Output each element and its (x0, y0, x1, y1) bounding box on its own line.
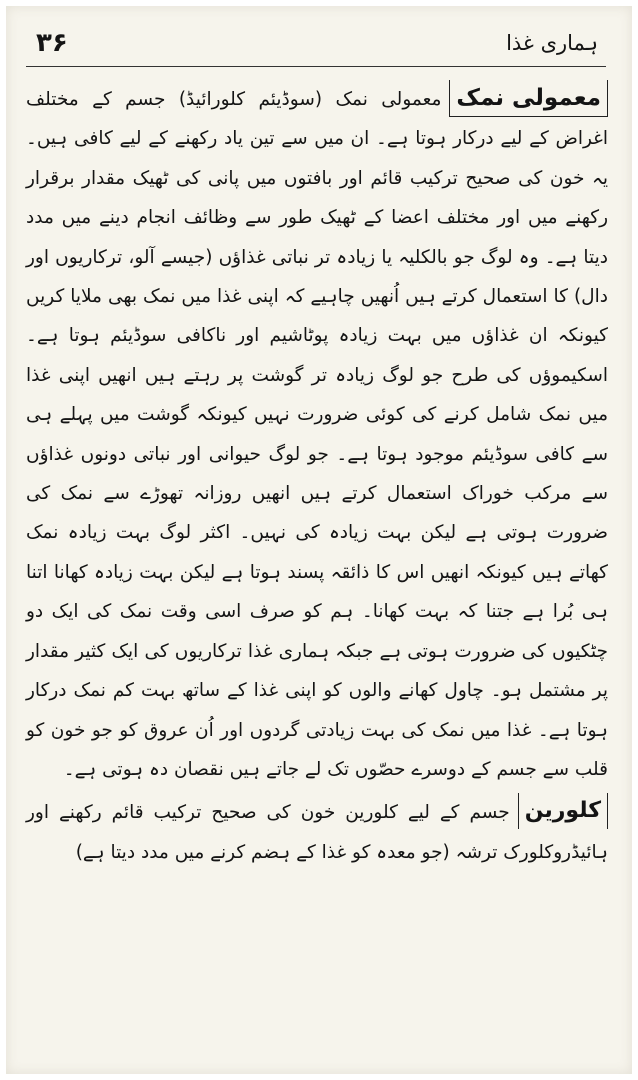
section-text-chlorine: جسم کے لیے کلورین خون کی صحیح ترکیب قائم رکھنے اور ہائیڈروکلورک ترشہ (جو معدہ کو غذا کے ہضم کرنے میں مدد دیتا ہے) (26, 802, 608, 863)
header-divider (26, 66, 606, 67)
section-heading-chlorine: کلورین (518, 793, 608, 829)
section-text-salt: معمولی نمک (سوڈیئم کلورائیڈ) جسم کے مختلف اغراض کے لیے درکار ہوتا ہے۔ ان میں سے تین یاد رکھنے کے لیے کافی ہیں۔ یہ خون کی صحیح ترکیب قائم اور بافتوں میں پانی کی ٹھیک مقدار برقرار رکھنے میں اور مختلف اعضا کے ٹھیک طور سے وظائف انجام دینے میں مدد دیتا ہے۔ وہ لوگ جو بالکلیہ یا زیادہ تر نباتی غذاؤں (جیسے آلو، ترکاریوں اور دال) کا استعمال کرتے ہیں اُنھیں چاہیے کہ اپنی غذا میں نمک بھی ملایا کریں کیونکہ ان غذاؤں میں بہت زیادہ پوٹاشیم اور ناکافی سوڈیئم ہوتا ہے۔ اسکیموؤں کی طرح جو لوگ زیادہ تر گوشت پر رہتے ہیں انھیں اپنی غذا میں نمک شامل کرنے کی کوئی ضرورت نہیں کیونکہ گوشت میں پہلے ہی سے کافی سوڈیئم موجود ہوتا ہے۔ جو لوگ حیوانی اور نباتی دونوں غذاؤں سے مرکب خوراک استعمال کرتے ہیں انھیں روزانہ تھوڑے سے نمک کی ضرورت ہوتی ہے لیکن بہت زیادہ کی نہیں۔ اکثر لوگ بہت زیادہ نمک کھاتے ہیں کیونکہ انھیں اس کا ذائقہ پسند ہوتا ہے لیکن بہت زیادہ کھانا اتنا ہی بُرا ہے جتنا کہ بہت کھانا۔ ہم کو صرف اسی وقت نمک کی ایک دو چٹکیوں کی ضرورت ہوتی ہے جبکہ ہماری غذا ترکاریوں کی ایک کثیر مقدار پر مشتمل ہو۔ چاول کھانے والوں کو اپنی غذا کے ساتھ بہت کم نمک درکار ہوتا ہے۔ غذا میں نمک کی بہت زیادتی گردوں اور اُن عروق کو جو خون کو قلب سے جسم کے دوسرے حصّوں تک لے جاتے ہیں نقصان دہ ہوتی ہے۔ (26, 89, 608, 780)
section-heading-salt: معمولی نمک (449, 80, 608, 117)
page-number: ۳۶ (36, 28, 68, 58)
page-body (26, 80, 608, 872)
book-page (6, 6, 632, 1074)
running-header: ہماری غذا (506, 31, 598, 55)
section-chlorine (26, 793, 608, 872)
section-salt (26, 80, 608, 789)
